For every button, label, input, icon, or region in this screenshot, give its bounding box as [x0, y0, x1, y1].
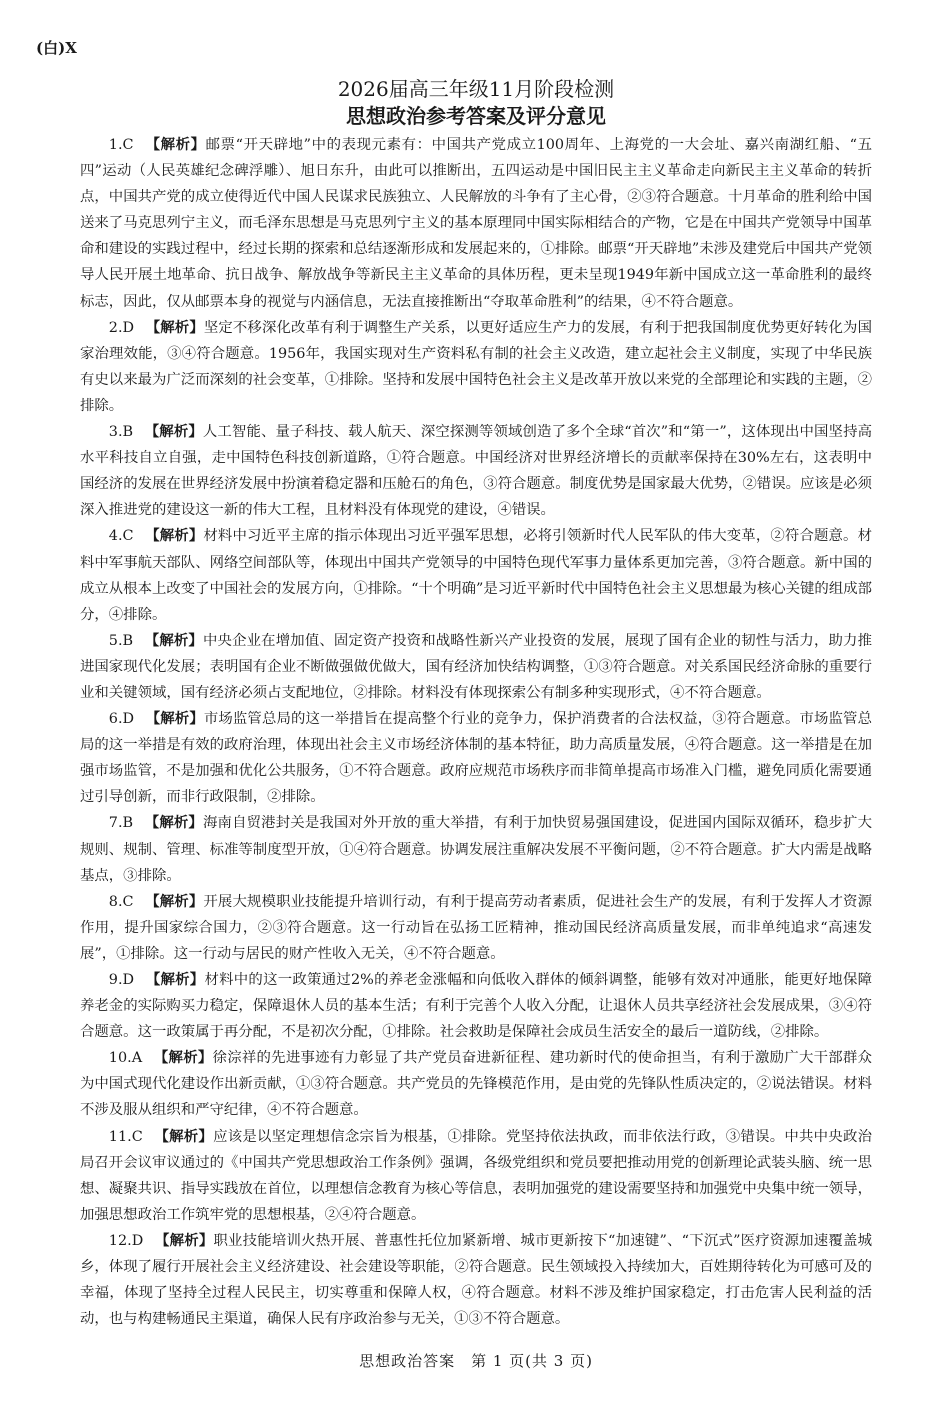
analysis-label: 【解析】 — [145, 711, 204, 728]
item-answer: C — [131, 1128, 143, 1145]
answer-item — [80, 1045, 872, 1123]
answer-item — [80, 1228, 872, 1332]
answer-list — [80, 132, 872, 1332]
answer-item — [80, 967, 872, 1045]
item-number: 7. — [108, 815, 123, 832]
item-answer: B — [122, 424, 134, 441]
answer-item — [80, 419, 872, 523]
item-answer: B — [122, 815, 134, 832]
analysis-label: 【解析】 — [145, 319, 204, 336]
item-answer: C — [122, 528, 134, 545]
item-explanation: 徐淙祥的先进事迹有力彰显了共产党员奋进新征程、建功新时代的使命担当，有利于激励广大干部群众为中国式现代化建设作出新贡献，①③符合题意。共产党员的先锋模范作用，是由党的先锋队性质决定的，②说法错误。材料不涉及服从组织和严守纪律，④不符合题意。 — [80, 1050, 872, 1119]
item-answer: D — [122, 711, 135, 728]
analysis-label: 【解析】 — [154, 1128, 214, 1145]
answer-item — [80, 706, 872, 810]
item-number: 10. — [108, 1050, 132, 1067]
item-answer: C — [122, 893, 134, 910]
edition-mark: (白)X — [36, 39, 77, 57]
document-subtitle: 思想政治参考答案及评分意见 — [346, 104, 606, 128]
item-number: 12. — [108, 1232, 132, 1249]
analysis-label: 【解析】 — [144, 632, 203, 649]
item-explanation: 材料中习近平主席的指示体现出习近平强军思想，必将引领新时代人民军队的伟大变革，②符合题意。材料中军事航天部队、网络空间部队等，体现出中国共产党领导的中国特色现代军事力量体系更加完善，③符合题意。新中国的成立从根本上改变了中国社会的发展方向，①排除。“十个明确”是习近平新时代中国特色社会主义思想最为核心关键的组成部分，④排除。 — [80, 528, 872, 623]
analysis-label: 【解析】 — [145, 528, 204, 545]
item-explanation: 职业技能培训火热开展、普惠性托位加紧新增、城市更新按下“加速键”、“下沉式”医疗资源加速覆盖城乡，体现了履行开展社会主义经济建设、社会建设等职能，②符合题意。民生领域投入持续加大，百姓期待转化为可感可及的幸福，体现了坚持全过程人民民主，切实尊重和保障人权，④符合题意。材料不涉及维护国家稳定，打击危害人民利益的活动，也与构建畅通民主渠道，确保人民有序政治参与无关，①③不符合题意。 — [80, 1232, 872, 1328]
item-number: 2. — [108, 319, 123, 336]
answer-item — [80, 810, 872, 888]
analysis-label: 【解析】 — [153, 1050, 213, 1067]
item-number: 11. — [108, 1128, 132, 1145]
analysis-label: 【解析】 — [144, 815, 203, 832]
item-number: 4. — [108, 528, 123, 545]
answer-item — [80, 132, 872, 315]
item-explanation: 邮票“开天辟地”中的表现元素有：中国共产党成立100周年、上海党的一大会址、嘉兴南湖红船、“五四”运动（人民英雄纪念碑浮雕）、旭日东升，由此可以推断出，五四运动是中国旧民主主义革命走向新民主主义革命的转折点，中国共产党的成立使得近代中国人民谋求民族独立、人民解放的斗争有了主心骨，②③符合题意。十月革命的胜利给中国送来了马克思列宁主义，而毛泽东思想是马克思列宁主义的基本原理同中国实际相结合的产物，它是在中国共产党领导中国革命和建设的实践过程中，经过长期的探索和总结逐渐形成和发展起来的，①排除。邮票“开天辟地”未涉及建党后中国共产党领导人民开展土地革命、抗日战争、解放战争等新民主主义革命的具体历程，更未呈现1949年新中国成立这一革命胜利的最终标志，因此，仅从邮票本身的视觉与内涵信息，无法直接推断出“夺取革命胜利”的结果，④不符合题意。 — [80, 137, 872, 310]
answer-item — [80, 628, 872, 706]
item-answer: D — [131, 1232, 144, 1249]
item-explanation: 应该是以坚定理想信念宗旨为根基，①排除。党坚持依法执政，而非依法行政，③错误。中共中央政治局召开会议审议通过的《中国共产党思想政治工作条例》强调，各级党组织和党员要把推动用党的创新理论武装头脑、统一思想、凝聚共识、指导实践放在首位，以理想信念教育为核心等信息，表明加强党的建设需要坚持和加强党中央集中统一领导，加强思想政治工作筑牢党的思想根基，②④符合题意。 — [80, 1128, 872, 1223]
item-answer: B — [122, 632, 134, 649]
item-explanation: 开展大规模职业技能提升培训行动，有利于提高劳动者素质，促进社会生产的发展，有利于发挥人才资源作用，提升国家综合国力，②③符合题意。这一行动旨在弘扬工匠精神，推动国民经济高质量发展，而非单纯追求“高速发展”，①排除。这一行动与居民的财产性收入无关，④不符合题意。 — [80, 893, 872, 962]
item-explanation: 坚定不移深化改革有利于调整生产关系，以更好适应生产力的发展，有利于把我国制度优势更好转化为国家治理效能，③④符合题意。1956年，我国实现对生产资料私有制的社会主义改造，建立起社会主义制度，实现了中华民族有史以来最为广泛而深刻的社会变革，①排除。坚持和发展中国特色社会主义是改革开放以来党的全部理论和实践的主题，②排除。 — [80, 319, 872, 414]
item-answer: C — [122, 137, 134, 153]
item-explanation: 材料中的这一政策通过2%的养老金涨幅和向低收入群体的倾斜调整，能够有效对冲通胀，能更好地保障养老金的实际购买力稳定，保障退休人员的基本生活；有利于完善个人收入分配，让退休人员共享经济社会发展成果，③④符合题意。这一政策属于再分配，不是初次分配，①排除。社会救助是保障社会成员生活安全的最后一道防线，②排除。 — [80, 972, 872, 1041]
item-number: 8. — [108, 893, 123, 910]
answer-item — [80, 315, 872, 419]
answer-item — [80, 889, 872, 967]
item-answer: D — [122, 319, 135, 336]
item-explanation: 市场监管总局的这一举措旨在提高整个行业的竞争力，保护消费者的合法权益，③符合题意。市场监管总局的这一举措是有效的政府治理，体现出社会主义市场经济体制的基本特征，助力高质量发展，④符合题意。这一举措是在加强市场监管，不是加强和优化公共服务，①不符合题意。政府应规范市场秩序而非简单提高市场准入门槛，避免同质化需要通过引导创新，而非行政限制，②排除。 — [80, 711, 872, 806]
item-explanation: 人工智能、量子科技、载人航天、深空探测等领域创造了多个全球“首次”和“第一”，这体现出中国坚持高水平科技自立自强，走中国特色科技创新道路，①符合题意。中国经济对世界经济增长的贡献率保持在30%左右，这表明中国经济的发展在世界经济发展中扮演着稳定器和压舱石的角色，③符合题意。制度优势是国家最大优势，②错误。应该是必须深入推进党的建设这一新的伟大工程，且材料没有体现党的建设，④错误。 — [80, 424, 872, 519]
document-title: 2026届高三年级11月阶段检测 — [337, 77, 615, 101]
analysis-label: 【解析】 — [145, 893, 204, 910]
analysis-label: 【解析】 — [145, 137, 206, 153]
page-footer: 思想政治答案 第 1 页(共 3 页) — [359, 1352, 593, 1371]
item-answer: A — [131, 1050, 143, 1067]
item-number: 9. — [108, 972, 123, 988]
item-number: 6. — [108, 711, 123, 728]
item-number: 1. — [108, 137, 123, 153]
analysis-label: 【解析】 — [154, 1232, 214, 1249]
item-number: 5. — [108, 632, 123, 649]
answer-item — [80, 523, 872, 627]
item-explanation: 中央企业在增加值、固定资产投资和战略性新兴产业投资的发展，展现了国有企业的韧性与活力，助力推进国家现代化发展；表明国有企业不断做强做优做大，国有经济加快结构调整，①③符合题意。对关系国民经济命脉的重要行业和关键领域，国有经济必须占支配地位，②排除。材料没有体现探索公有制多种实现形式，④不符合题意。 — [80, 632, 872, 701]
analysis-label: 【解析】 — [145, 972, 205, 988]
analysis-label: 【解析】 — [144, 424, 203, 441]
answer-item — [80, 1124, 872, 1228]
item-explanation: 海南自贸港封关是我国对外开放的重大举措，有利于加快贸易强国建设，促进国内国际双循环，稳步扩大规则、规制、管理、标准等制度型开放，①④符合题意。协调发展注重解决发展不平衡问题，②不符合题意。扩大内需是战略基点，③排除。 — [80, 815, 872, 884]
item-number: 3. — [108, 424, 123, 441]
item-answer: D — [122, 972, 135, 988]
